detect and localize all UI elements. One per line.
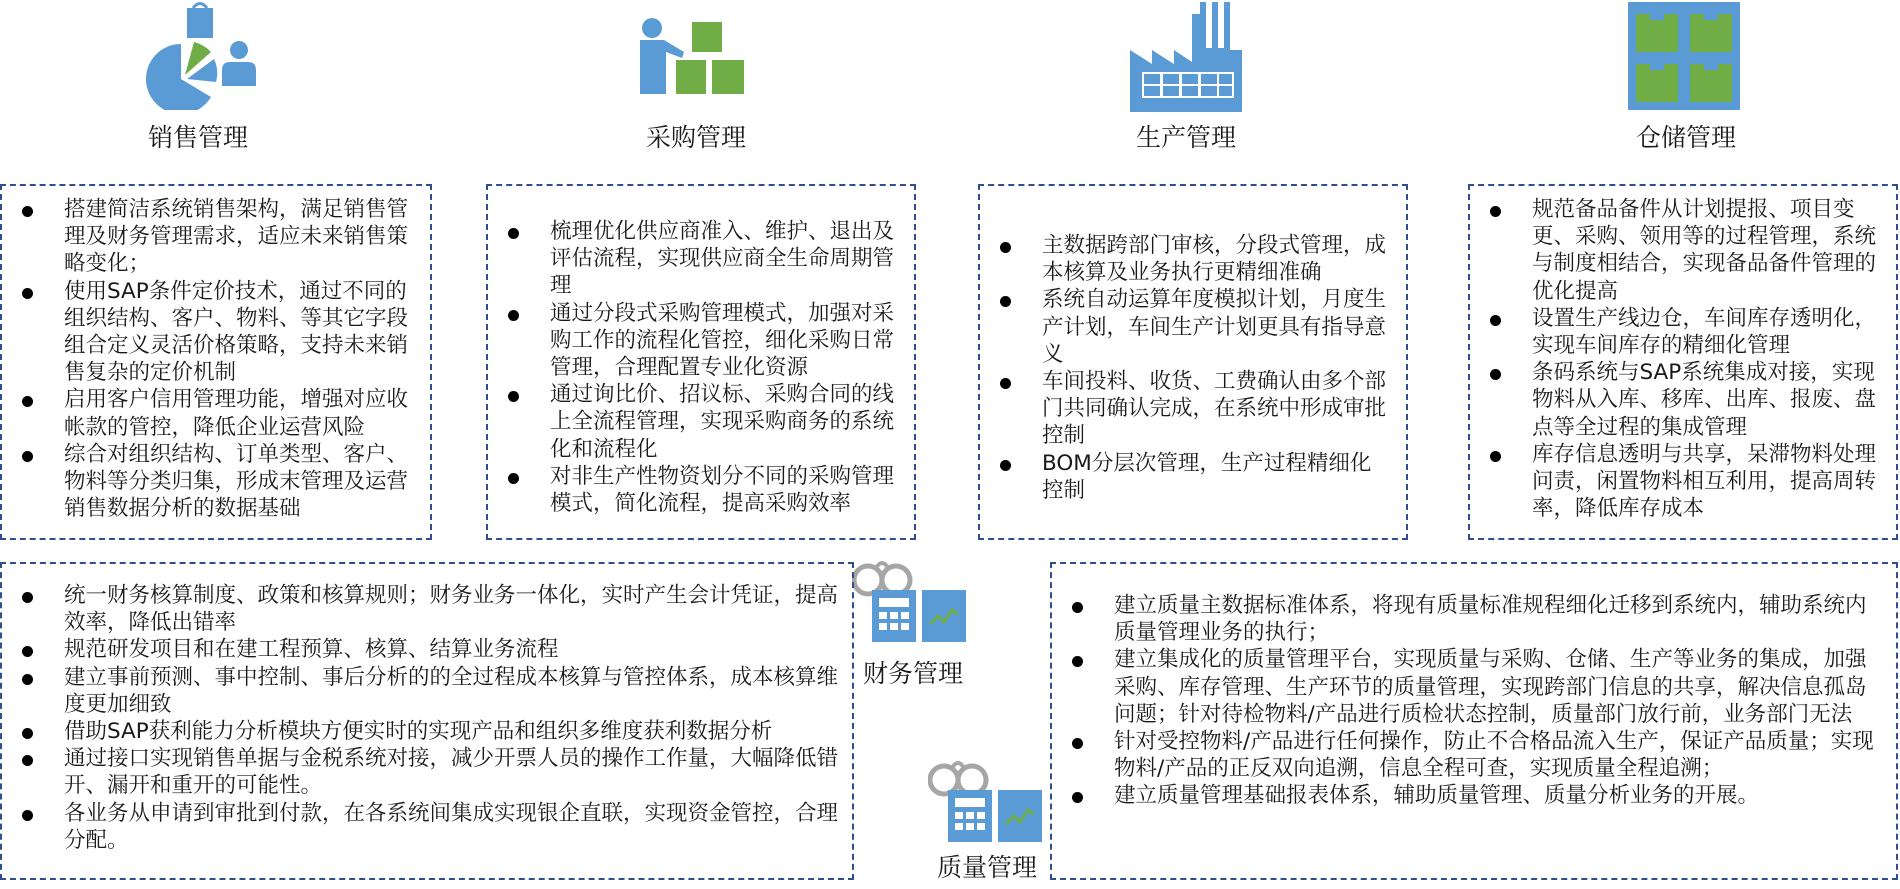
production-icon: [1130, 2, 1244, 114]
list-item: 建立质量主数据标准体系，将现有质量标准规程细化迁移到系统内，辅助系统内质量管理业务的执行；: [1052, 592, 1886, 646]
quality-box: [1050, 562, 1898, 880]
list-item: 设置生产线边仓，车间库存透明化，实现车间库存的精细化管理: [1470, 305, 1882, 359]
sales-box: [0, 184, 432, 540]
list-item: 通过询比价、招议标、采购合同的线上全流程管理，实现采购商务的系统化和流程化: [488, 381, 900, 463]
production-title: 生产管理: [1135, 123, 1236, 152]
sales-list: [2, 196, 416, 522]
list-item: 规范研发项目和在建工程预算、核算、结算业务流程: [2, 636, 842, 663]
list-item: 车间投料、收货、工费确认由多个部门共同确认完成，在系统中形成审批控制: [980, 368, 1392, 450]
list-item: 库存信息透明与共享，呆滞物料处理问责，闲置物料相互利用，提高周转率，降低库存成本: [1470, 441, 1882, 523]
list-item: 条码系统与SAP系统集成对接，实现物料从入库、移库、出库、报废、盘点等全过程的集成管理: [1470, 359, 1882, 441]
production-box: [978, 184, 1408, 540]
list-item: 启用客户信用管理功能，增强对应收帐款的管控，降低企业运营风险: [2, 386, 416, 440]
finance-list: [2, 582, 842, 854]
production-list: [980, 196, 1392, 504]
finance-title: 财务管理: [862, 659, 963, 688]
list-item: 建立事前预测、事中控制、事后分析的的全过程成本核算与管控体系，成本核算维度更加细致: [2, 664, 842, 718]
warehouse-list: [1470, 196, 1882, 522]
purchase-box: [486, 184, 916, 540]
quality-list: [1052, 592, 1886, 810]
purchase-title: 采购管理: [645, 123, 746, 152]
list-item: 综合对组织结构、订单类型、客户、物料等分类归集，形成末管理及运营销售数据分析的数据基础: [2, 441, 416, 523]
list-item: 各业务从申请到审批到付款，在各系统间集成实现银企直联，实现资金管控，合理分配。: [2, 800, 842, 854]
list-item: 针对受控物料/产品进行任何操作，防止不合格品流入生产，保证产品质量；实现物料/产品的正反双向追溯，信息全程可查，实现质量全程追溯；: [1052, 728, 1886, 782]
list-item: 使用SAP条件定价技术，通过不同的组织结构、客户、物料、等其它字段组合定义灵活价格策略，支持未来销售复杂的定价机制: [2, 278, 416, 387]
finance-icon: [852, 558, 970, 644]
list-item: 搭建简洁系统销售架构，满足销售管理及财务管理需求，适应未来销售策略变化；: [2, 196, 416, 278]
list-item: BOM分层次管理，生产过程精细化控制: [980, 450, 1392, 504]
list-item: 通过分段式采购管理模式，加强对采购工作的流程化管控，细化采购日常管理，合理配置专业化资源: [488, 300, 900, 382]
list-item: 对非生产性物资划分不同的采购管理模式，简化流程，提高采购效率: [488, 463, 900, 517]
warehouse-title: 仓储管理: [1635, 123, 1736, 152]
list-item: 通过接口实现销售单据与金税系统对接，减少开票人员的操作工作量，大幅降低错开、漏开和重开的可能性。: [2, 745, 842, 799]
list-item: 梳理优化供应商准入、维护、退出及评估流程，实现供应商全生命周期管理: [488, 218, 900, 300]
list-item: 建立质量管理基础报表体系，辅助质量管理、质量分析业务的开展。: [1052, 782, 1886, 809]
purchase-list: [488, 196, 900, 517]
list-item: 规范备品备件从计划提报、项目变更、采购、领用等的过程管理，系统与制度相结合，实现备品备件管理的优化提高: [1470, 196, 1882, 305]
sales-title: 销售管理: [147, 123, 248, 152]
list-item: 建立集成化的质量管理平台，实现质量与采购、仓储、生产等业务的集成，加强采购、库存管理、生产环节的质量管理，实现跨部门信息的共享，解决信息孤岛问题；针对待检物料/产品进行质检状态控制，质量部门放行前，业务部门无法: [1052, 646, 1886, 728]
purchase-icon: [636, 16, 756, 96]
quality-icon: [928, 758, 1046, 844]
list-item: 系统自动运算年度模拟计划，月度生产计划，车间生产计划更具有指导意义: [980, 286, 1392, 368]
warehouse-box: [1468, 184, 1898, 540]
list-item: 主数据跨部门审核，分段式管理，成本核算及业务执行更精细准确: [980, 232, 1392, 286]
quality-title: 质量管理: [936, 853, 1037, 882]
sales-icon: [138, 2, 268, 110]
finance-box: [0, 562, 854, 880]
list-item: 统一财务核算制度、政策和核算规则；财务业务一体化，实时产生会计凭证，提高效率，降低出错率: [2, 582, 842, 636]
list-item: 借助SAP获利能力分析模块方便实时的实现产品和组织多维度获利数据分析: [2, 718, 842, 745]
warehouse-icon: [1628, 2, 1740, 110]
